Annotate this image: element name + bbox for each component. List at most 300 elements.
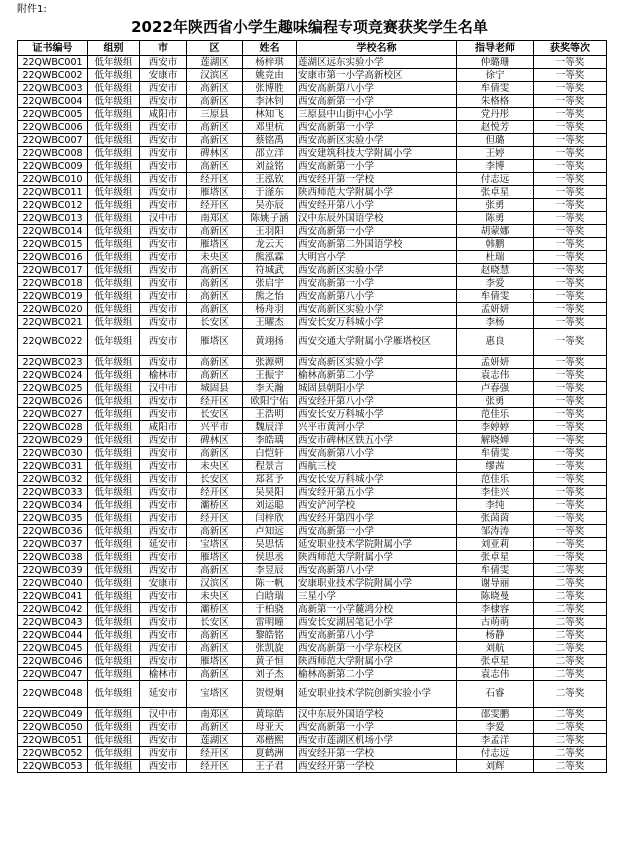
group-cell: 低年级组	[88, 108, 140, 121]
cert-number-cell: 22QWBC024	[18, 369, 88, 382]
city-cell: 西安市	[140, 56, 187, 69]
district-cell: 未央区	[187, 590, 243, 603]
teacher-cell: 牟倩雯	[457, 290, 534, 303]
school-name-cell: 汉中东辰外国语学校	[297, 708, 457, 721]
school-name-cell: 西安高新第八小学	[297, 564, 457, 577]
school-name-cell: 西安高新第一小学	[297, 277, 457, 290]
district-cell: 高新区	[187, 629, 243, 642]
header-cell: 组别	[88, 41, 140, 56]
district-cell: 高新区	[187, 134, 243, 147]
award-level-cell: 一等奖	[534, 382, 607, 395]
student-name-cell: 王浩明	[243, 408, 297, 421]
city-cell: 西安市	[140, 655, 187, 668]
school-name-cell: 西安高新第八小学	[297, 290, 457, 303]
header-cell: 姓名	[243, 41, 297, 56]
city-cell: 西安市	[140, 264, 187, 277]
city-cell: 西安市	[140, 486, 187, 499]
student-name-cell: 卢知远	[243, 525, 297, 538]
school-name-cell: 三原县中山街中心小学	[297, 108, 457, 121]
award-level-cell: 一等奖	[534, 251, 607, 264]
table-row	[18, 760, 607, 773]
table-row	[18, 734, 607, 747]
teacher-cell: 付志远	[457, 747, 534, 760]
teacher-cell: 李佳兴	[457, 486, 534, 499]
city-cell: 西安市	[140, 173, 187, 186]
student-name-cell: 魏辰洋	[243, 421, 297, 434]
cert-number-cell: 22QWBC012	[18, 199, 88, 212]
student-name-cell: 李天瀚	[243, 382, 297, 395]
district-cell: 汉滨区	[187, 69, 243, 82]
district-cell: 灞桥区	[187, 603, 243, 616]
table-row	[18, 264, 607, 277]
award-level-cell: 一等奖	[534, 512, 607, 525]
school-name-cell: 高新第一小学麓鸿分校	[297, 603, 457, 616]
cert-number-cell: 22QWBC022	[18, 329, 88, 356]
teacher-cell: 张卓星	[457, 186, 534, 199]
city-cell: 汉中市	[140, 212, 187, 225]
city-cell: 西安市	[140, 395, 187, 408]
school-name-cell: 榆林高新第二小学	[297, 369, 457, 382]
cert-number-cell: 22QWBC009	[18, 160, 88, 173]
teacher-cell: 张卓星	[457, 551, 534, 564]
cert-number-cell: 22QWBC013	[18, 212, 88, 225]
teacher-cell: 谢导丽	[457, 577, 534, 590]
table-row	[18, 460, 607, 473]
table-row	[18, 577, 607, 590]
district-cell: 经开区	[187, 199, 243, 212]
group-cell: 低年级组	[88, 173, 140, 186]
teacher-cell: 胡蒙娜	[457, 225, 534, 238]
city-cell: 西安市	[140, 473, 187, 486]
table-row	[18, 95, 607, 108]
student-name-cell: 蔡铭禹	[243, 134, 297, 147]
table-row	[18, 212, 607, 225]
teacher-cell: 陈晓曼	[457, 590, 534, 603]
awards-table	[17, 40, 607, 773]
student-name-cell: 黄翊扬	[243, 329, 297, 356]
table-row	[18, 564, 607, 577]
cert-number-cell: 22QWBC018	[18, 277, 88, 290]
student-name-cell: 贺煜炯	[243, 681, 297, 708]
student-name-cell: 刘运聪	[243, 499, 297, 512]
award-level-cell: 二等奖	[534, 747, 607, 760]
school-name-cell: 西安高新第一小学	[297, 121, 457, 134]
award-level-cell: 一等奖	[534, 551, 607, 564]
district-cell: 碑林区	[187, 434, 243, 447]
table-row	[18, 668, 607, 681]
district-cell: 长安区	[187, 316, 243, 329]
table-row	[18, 512, 607, 525]
award-level-cell: 一等奖	[534, 538, 607, 551]
table-row	[18, 251, 607, 264]
group-cell: 低年级组	[88, 512, 140, 525]
city-cell: 西安市	[140, 160, 187, 173]
group-cell: 低年级组	[88, 290, 140, 303]
city-cell: 西安市	[140, 525, 187, 538]
cert-number-cell: 22QWBC031	[18, 460, 88, 473]
school-name-cell: 莲湖区远东实验小学	[297, 56, 457, 69]
school-name-cell: 西安高新第一小学东校区	[297, 642, 457, 655]
student-name-cell: 吴思恬	[243, 538, 297, 551]
school-name-cell: 西安高新第一小学	[297, 95, 457, 108]
district-cell: 经开区	[187, 512, 243, 525]
student-name-cell: 邓楷熙	[243, 734, 297, 747]
city-cell: 咸阳市	[140, 108, 187, 121]
cert-number-cell: 22QWBC039	[18, 564, 88, 577]
award-level-cell: 二等奖	[534, 564, 607, 577]
cert-number-cell: 22QWBC008	[18, 147, 88, 160]
group-cell: 低年级组	[88, 251, 140, 264]
student-name-cell: 邓里杭	[243, 121, 297, 134]
teacher-cell: 邵雯鹏	[457, 708, 534, 721]
school-name-cell: 西安高新区实验小学	[297, 356, 457, 369]
group-cell: 低年级组	[88, 760, 140, 773]
student-name-cell: 侯思丞	[243, 551, 297, 564]
table-row	[18, 382, 607, 395]
student-name-cell: 于滏东	[243, 186, 297, 199]
student-name-cell: 陈姚子涵	[243, 212, 297, 225]
cert-number-cell: 22QWBC032	[18, 473, 88, 486]
group-cell: 低年级组	[88, 356, 140, 369]
school-name-cell: 大明宫小学	[297, 251, 457, 264]
table-row	[18, 160, 607, 173]
group-cell: 低年级组	[88, 655, 140, 668]
table-row	[18, 655, 607, 668]
award-level-cell: 一等奖	[534, 356, 607, 369]
teacher-cell: 李孟洋	[457, 734, 534, 747]
group-cell: 低年级组	[88, 95, 140, 108]
cert-number-cell: 22QWBC036	[18, 525, 88, 538]
school-name-cell: 陕西师范大学附属小学	[297, 186, 457, 199]
school-name-cell: 延安职业技术学院附属小学	[297, 538, 457, 551]
student-name-cell: 龙云天	[243, 238, 297, 251]
student-name-cell: 姚竞由	[243, 69, 297, 82]
award-level-cell: 一等奖	[534, 369, 607, 382]
table-row	[18, 199, 607, 212]
teacher-cell: 赵悦芳	[457, 121, 534, 134]
city-cell: 西安市	[140, 499, 187, 512]
cert-number-cell: 22QWBC023	[18, 356, 88, 369]
cert-number-cell: 22QWBC046	[18, 655, 88, 668]
award-level-cell: 二等奖	[534, 734, 607, 747]
cert-number-cell: 22QWBC048	[18, 681, 88, 708]
city-cell: 西安市	[140, 134, 187, 147]
table-row	[18, 603, 607, 616]
group-cell: 低年级组	[88, 329, 140, 356]
award-level-cell: 二等奖	[534, 603, 607, 616]
award-level-cell: 一等奖	[534, 108, 607, 121]
student-name-cell: 闫梓欣	[243, 512, 297, 525]
group-cell: 低年级组	[88, 499, 140, 512]
city-cell: 榆林市	[140, 369, 187, 382]
student-name-cell: 黄琮皓	[243, 708, 297, 721]
table-header-row	[18, 41, 607, 56]
teacher-cell: 张勇	[457, 395, 534, 408]
award-level-cell: 一等奖	[534, 199, 607, 212]
group-cell: 低年级组	[88, 382, 140, 395]
school-name-cell: 西安高新区实验小学	[297, 134, 457, 147]
district-cell: 高新区	[187, 277, 243, 290]
district-cell: 雁塔区	[187, 329, 243, 356]
group-cell: 低年级组	[88, 460, 140, 473]
group-cell: 低年级组	[88, 447, 140, 460]
cert-number-cell: 22QWBC006	[18, 121, 88, 134]
school-name-cell: 兴平市黄河小学	[297, 421, 457, 434]
district-cell: 碑林区	[187, 147, 243, 160]
award-level-cell: 一等奖	[534, 290, 607, 303]
teacher-cell: 刘航	[457, 642, 534, 655]
cert-number-cell: 22QWBC028	[18, 421, 88, 434]
city-cell: 西安市	[140, 760, 187, 773]
student-name-cell: 熊泓霖	[243, 251, 297, 264]
district-cell: 三原县	[187, 108, 243, 121]
district-cell: 高新区	[187, 369, 243, 382]
award-level-cell: 二等奖	[534, 681, 607, 708]
student-name-cell: 张启宇	[243, 277, 297, 290]
teacher-cell: 李婷婷	[457, 421, 534, 434]
award-level-cell: 一等奖	[534, 499, 607, 512]
city-cell: 西安市	[140, 121, 187, 134]
student-name-cell: 白晗瑞	[243, 590, 297, 603]
award-level-cell: 一等奖	[534, 56, 607, 69]
award-level-cell: 一等奖	[534, 121, 607, 134]
school-name-cell: 西安经开第一学校	[297, 173, 457, 186]
school-name-cell: 西安市碑林区铁五小学	[297, 434, 457, 447]
table-row	[18, 747, 607, 760]
school-name-cell: 西安经开第四小学	[297, 512, 457, 525]
group-cell: 低年级组	[88, 590, 140, 603]
table-row	[18, 499, 607, 512]
table-row	[18, 525, 607, 538]
cert-number-cell: 22QWBC040	[18, 577, 88, 590]
school-name-cell: 西航三校	[297, 460, 457, 473]
school-name-cell: 汉中东辰外国语学校	[297, 212, 457, 225]
student-name-cell: 张博胜	[243, 82, 297, 95]
school-name-cell: 西安高新第一小学	[297, 225, 457, 238]
school-name-cell: 西安高新第一小学	[297, 525, 457, 538]
student-name-cell: 李昱辰	[243, 564, 297, 577]
district-cell: 经开区	[187, 760, 243, 773]
cert-number-cell: 22QWBC007	[18, 134, 88, 147]
group-cell: 低年级组	[88, 434, 140, 447]
group-cell: 低年级组	[88, 277, 140, 290]
teacher-cell: 袁志伟	[457, 668, 534, 681]
city-cell: 西安市	[140, 642, 187, 655]
city-cell: 西安市	[140, 225, 187, 238]
cert-number-cell: 22QWBC050	[18, 721, 88, 734]
table-body	[18, 56, 607, 773]
district-cell: 雁塔区	[187, 238, 243, 251]
student-name-cell: 熊之怡	[243, 290, 297, 303]
student-name-cell: 王羽阳	[243, 225, 297, 238]
district-cell: 高新区	[187, 264, 243, 277]
table-row	[18, 473, 607, 486]
district-cell: 经开区	[187, 173, 243, 186]
district-cell: 高新区	[187, 303, 243, 316]
student-name-cell: 吴亦辰	[243, 199, 297, 212]
school-name-cell: 三星小学	[297, 590, 457, 603]
table-row	[18, 329, 607, 356]
student-name-cell: 白恺轩	[243, 447, 297, 460]
group-cell: 低年级组	[88, 747, 140, 760]
school-name-cell: 西安长安万科城小学	[297, 316, 457, 329]
group-cell: 低年级组	[88, 681, 140, 708]
student-name-cell: 程景言	[243, 460, 297, 473]
teacher-cell: 李博	[457, 160, 534, 173]
cert-number-cell: 22QWBC043	[18, 616, 88, 629]
cert-number-cell: 22QWBC047	[18, 668, 88, 681]
teacher-cell: 李爱	[457, 721, 534, 734]
award-level-cell: 一等奖	[534, 473, 607, 486]
award-level-cell: 一等奖	[534, 525, 607, 538]
district-cell: 雁塔区	[187, 551, 243, 564]
header-cell: 获奖等次	[534, 41, 607, 56]
school-name-cell: 陕西师范大学附属小学	[297, 655, 457, 668]
school-name-cell: 西安长安万科城小学	[297, 473, 457, 486]
cert-number-cell: 22QWBC026	[18, 395, 88, 408]
award-level-cell: 一等奖	[534, 212, 607, 225]
student-name-cell: 张凯旋	[243, 642, 297, 655]
teacher-cell: 党丹彤	[457, 108, 534, 121]
teacher-cell: 杨静	[457, 629, 534, 642]
group-cell: 低年级组	[88, 238, 140, 251]
teacher-cell: 赵晓慧	[457, 264, 534, 277]
table-row	[18, 629, 607, 642]
group-cell: 低年级组	[88, 264, 140, 277]
school-name-cell: 西安高新区实验小学	[297, 303, 457, 316]
award-level-cell: 一等奖	[534, 147, 607, 160]
district-cell: 高新区	[187, 160, 243, 173]
teacher-cell: 卢春强	[457, 382, 534, 395]
award-level-cell: 一等奖	[534, 160, 607, 173]
group-cell: 低年级组	[88, 721, 140, 734]
award-level-cell: 一等奖	[534, 303, 607, 316]
city-cell: 延安市	[140, 538, 187, 551]
city-cell: 西安市	[140, 356, 187, 369]
group-cell: 低年级组	[88, 616, 140, 629]
teacher-cell: 袁志伟	[457, 369, 534, 382]
table-row	[18, 173, 607, 186]
award-level-cell: 一等奖	[534, 238, 607, 251]
header-cell: 指导老师	[457, 41, 534, 56]
award-level-cell: 一等奖	[534, 434, 607, 447]
table-row	[18, 708, 607, 721]
table-row	[18, 642, 607, 655]
district-cell: 高新区	[187, 447, 243, 460]
student-name-cell: 杨梓琪	[243, 56, 297, 69]
city-cell: 西安市	[140, 199, 187, 212]
school-name-cell: 西安市莲湖区机场小学	[297, 734, 457, 747]
award-level-cell: 二等奖	[534, 708, 607, 721]
teacher-cell: 刘辉	[457, 760, 534, 773]
district-cell: 未央区	[187, 460, 243, 473]
teacher-cell: 孟妍妍	[457, 356, 534, 369]
district-cell: 长安区	[187, 616, 243, 629]
district-cell: 灞桥区	[187, 499, 243, 512]
student-name-cell: 王曜杰	[243, 316, 297, 329]
group-cell: 低年级组	[88, 160, 140, 173]
city-cell: 咸阳市	[140, 421, 187, 434]
table-row	[18, 277, 607, 290]
group-cell: 低年级组	[88, 82, 140, 95]
teacher-cell: 杜瑞	[457, 251, 534, 264]
table-row	[18, 186, 607, 199]
school-name-cell: 西安高新第八小学	[297, 82, 457, 95]
table-row	[18, 82, 607, 95]
award-level-cell: 一等奖	[534, 486, 607, 499]
cert-number-cell: 22QWBC034	[18, 499, 88, 512]
table-row	[18, 356, 607, 369]
teacher-cell: 牟倩雯	[457, 447, 534, 460]
cert-number-cell: 22QWBC053	[18, 760, 88, 773]
student-name-cell: 刘益铭	[243, 160, 297, 173]
city-cell: 西安市	[140, 147, 187, 160]
award-level-cell: 二等奖	[534, 590, 607, 603]
award-level-cell: 一等奖	[534, 277, 607, 290]
city-cell: 西安市	[140, 82, 187, 95]
table-row	[18, 616, 607, 629]
table-row	[18, 69, 607, 82]
district-cell: 南郑区	[187, 212, 243, 225]
cert-number-cell: 22QWBC001	[18, 56, 88, 69]
city-cell: 西安市	[140, 603, 187, 616]
student-name-cell: 杨舟羽	[243, 303, 297, 316]
district-cell: 城固县	[187, 382, 243, 395]
group-cell: 低年级组	[88, 668, 140, 681]
city-cell: 西安市	[140, 616, 187, 629]
table-row	[18, 538, 607, 551]
cert-number-cell: 22QWBC052	[18, 747, 88, 760]
cert-number-cell: 22QWBC020	[18, 303, 88, 316]
cert-number-cell: 22QWBC038	[18, 551, 88, 564]
student-name-cell: 郑茗予	[243, 473, 297, 486]
award-level-cell: 一等奖	[534, 69, 607, 82]
city-cell: 汉中市	[140, 708, 187, 721]
teacher-cell: 张茵茵	[457, 512, 534, 525]
student-name-cell: 陈一帆	[243, 577, 297, 590]
cert-number-cell: 22QWBC014	[18, 225, 88, 238]
city-cell: 西安市	[140, 747, 187, 760]
teacher-cell: 解晓婵	[457, 434, 534, 447]
page-title: 2022年陕西省小学生趣味编程专项竞赛获奖学生名单	[131, 18, 488, 36]
header-cell: 区	[187, 41, 243, 56]
school-name-cell: 西安长安湖居笔记小学	[297, 616, 457, 629]
cert-number-cell: 22QWBC010	[18, 173, 88, 186]
school-name-cell: 安康市第一小学高新校区	[297, 69, 457, 82]
district-cell: 高新区	[187, 668, 243, 681]
teacher-cell: 李纯	[457, 499, 534, 512]
table-row	[18, 681, 607, 708]
group-cell: 低年级组	[88, 734, 140, 747]
group-cell: 低年级组	[88, 473, 140, 486]
district-cell: 高新区	[187, 121, 243, 134]
group-cell: 低年级组	[88, 303, 140, 316]
teacher-cell: 范佳乐	[457, 473, 534, 486]
group-cell: 低年级组	[88, 551, 140, 564]
cert-number-cell: 22QWBC004	[18, 95, 88, 108]
city-cell: 西安市	[140, 238, 187, 251]
student-name-cell: 黄子恒	[243, 655, 297, 668]
district-cell: 莲湖区	[187, 734, 243, 747]
header-cell: 学校名称	[297, 41, 457, 56]
award-level-cell: 二等奖	[534, 721, 607, 734]
group-cell: 低年级组	[88, 603, 140, 616]
cert-number-cell: 22QWBC002	[18, 69, 88, 82]
cert-number-cell: 22QWBC030	[18, 447, 88, 460]
award-level-cell: 二等奖	[534, 642, 607, 655]
district-cell: 高新区	[187, 642, 243, 655]
school-name-cell: 西安经开第八小学	[297, 199, 457, 212]
